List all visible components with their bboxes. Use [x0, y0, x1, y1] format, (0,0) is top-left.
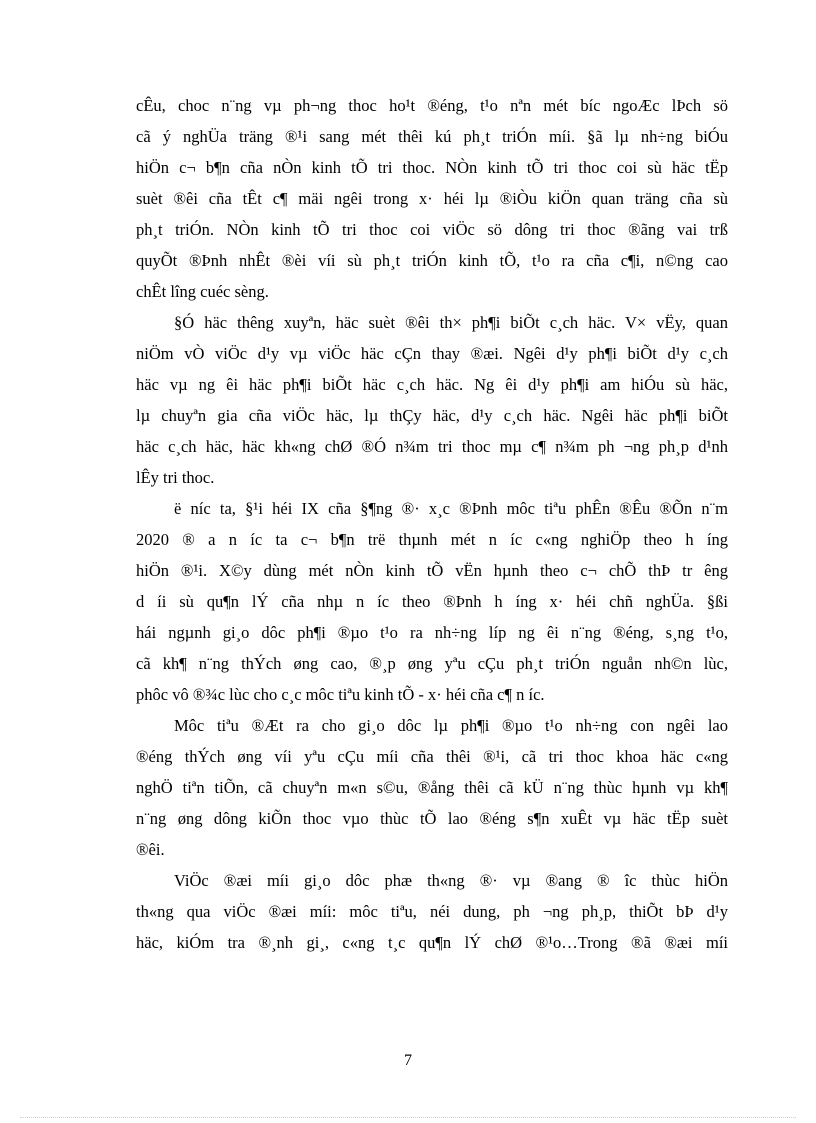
text-line: hái ngµnh gi¸o dôc ph¶i ®µo t¹o ra nh÷ng líp ng êi n¨ng ®éng, s¸ng t¹o,: [136, 623, 728, 642]
text-line: häc c¸ch häc, häc kh«ng chØ ®Ó n¾m tri thoc mµ c¶ n¾m ph ¬ng ph¸p d¹nh: [136, 437, 728, 456]
text-line: phôc vô ®¾c lùc cho c¸c môc tiªu kinh tÕ - x· héi cña c¶ n íc.: [136, 685, 545, 704]
page-footer-divider: [20, 1117, 796, 1118]
text-line: 2020 ® a n íc ta c¬ b¶n trë thµnh mét n íc c«ng nghiÖp theo h íng: [136, 530, 728, 549]
text-line: häc vµ ng êi häc ph¶i biÕt häc c¸ch häc. Ng êi d¹y ph¶i am hiÓu sù häc,: [136, 375, 728, 394]
text-line: suèt ®êi cña tÊt c¶ mäi ngêi trong x· héi lµ ®iÒu kiÖn quan träng cña sù: [136, 189, 728, 208]
page-number: 7: [404, 1052, 412, 1069]
text-line: chÊt lîng cuéc sèng.: [136, 282, 269, 301]
text-line: quyÕt ®Þnh nhÊt ®èi víi sù ph¸t triÓn kinh tÕ, t¹o ra cña c¶i, n©ng cao: [136, 251, 728, 270]
text-line: niÖm vÒ viÖc d¹y vµ viÖc häc cÇn thay ®æi. Ngêi d¹y ph¶i biÕt d¹y c¸ch: [136, 344, 728, 363]
text-line: ph¸t triÓn. NÒn kinh tÕ tri thoc coi viÖc sö dông tri thoc ®ãng vai trß: [136, 220, 728, 239]
text-line: ë níc ta, §¹i héi IX cña §¶ng ®· x¸c ®Þnh môc tiªu phÊn ®Êu ®Õn n¨m: [174, 499, 728, 518]
text-line: lµ chuyªn gia cña viÖc häc, lµ thÇy häc, d¹y c¸ch häc. Ngêi häc ph¶i biÕt: [136, 406, 728, 425]
text-line: nghÖ tiªn tiÕn, cã chuyªn m«n s©u, ®ång thêi cã kÜ n¨ng thùc hµnh vµ kh¶: [136, 778, 728, 797]
text-line: ViÖc ®æi míi gi¸o dôc phæ th«ng ®· vµ ®ang ® îc thùc hiÖn: [174, 871, 728, 890]
text-line: ®éng thÝch øng víi yªu cÇu míi cña thêi ®¹i, cã tri thoc khoa häc c«ng: [136, 747, 728, 766]
text-line: §Ó häc thêng xuyªn, häc suèt ®êi th× ph¶i biÕt c¸ch häc. V× vËy, quan: [174, 313, 728, 332]
text-line: cã ý nghÜa träng ®¹i sang mét thêi kú ph¸t triÓn míi. §ã lµ nh÷ng biÓu: [136, 127, 728, 146]
text-line: häc, kiÓm tra ®¸nh gi¸, c«ng t¸c qu¶n lÝ chØ ®¹o…Trong ®ã ®æi míi: [136, 933, 728, 952]
text-line: n¨ng øng dông kiÕn thoc vµo thùc tÕ lao ®éng s¶n xuÊt vµ häc tËp suèt: [136, 809, 728, 828]
text-line: th«ng qua viÖc ®æi míi: môc tiªu, néi dung, ph ¬ng ph¸p, thiÕt bÞ d¹y: [136, 902, 728, 921]
text-line: cÊu, choc n¨ng vµ ph¬ng thoc ho¹t ®éng, t¹o nªn mét bíc ngoÆc lÞch sö: [136, 96, 728, 115]
body-text: [136, 90, 728, 958]
text-line: lÊy tri thoc.: [136, 468, 215, 487]
text-line: hiÖn ®¹i. X©y dùng mét nÒn kinh tÕ vËn hµnh theo c¬ chÕ thÞ tr êng: [136, 561, 728, 580]
text-line: Môc tiªu ®Æt ra cho gi¸o dôc lµ ph¶i ®µo t¹o nh÷ng con ngêi lao: [174, 716, 728, 735]
text-line: hiÖn c¬ b¶n cña nÒn kinh tÕ tri thoc. NÒn kinh tÕ tri thoc coi sù häc tËp: [136, 158, 728, 177]
text-line: d íi sù qu¶n lÝ cña nhµ n íc theo ®Þnh h íng x· héi chñ nghÜa. §ßi: [136, 592, 728, 611]
text-line: cã kh¶ n¨ng thÝch øng cao, ®¸p øng yªu cÇu ph¸t triÓn nguån nh©n lùc,: [136, 654, 728, 673]
text-line: ®êi.: [136, 840, 165, 859]
